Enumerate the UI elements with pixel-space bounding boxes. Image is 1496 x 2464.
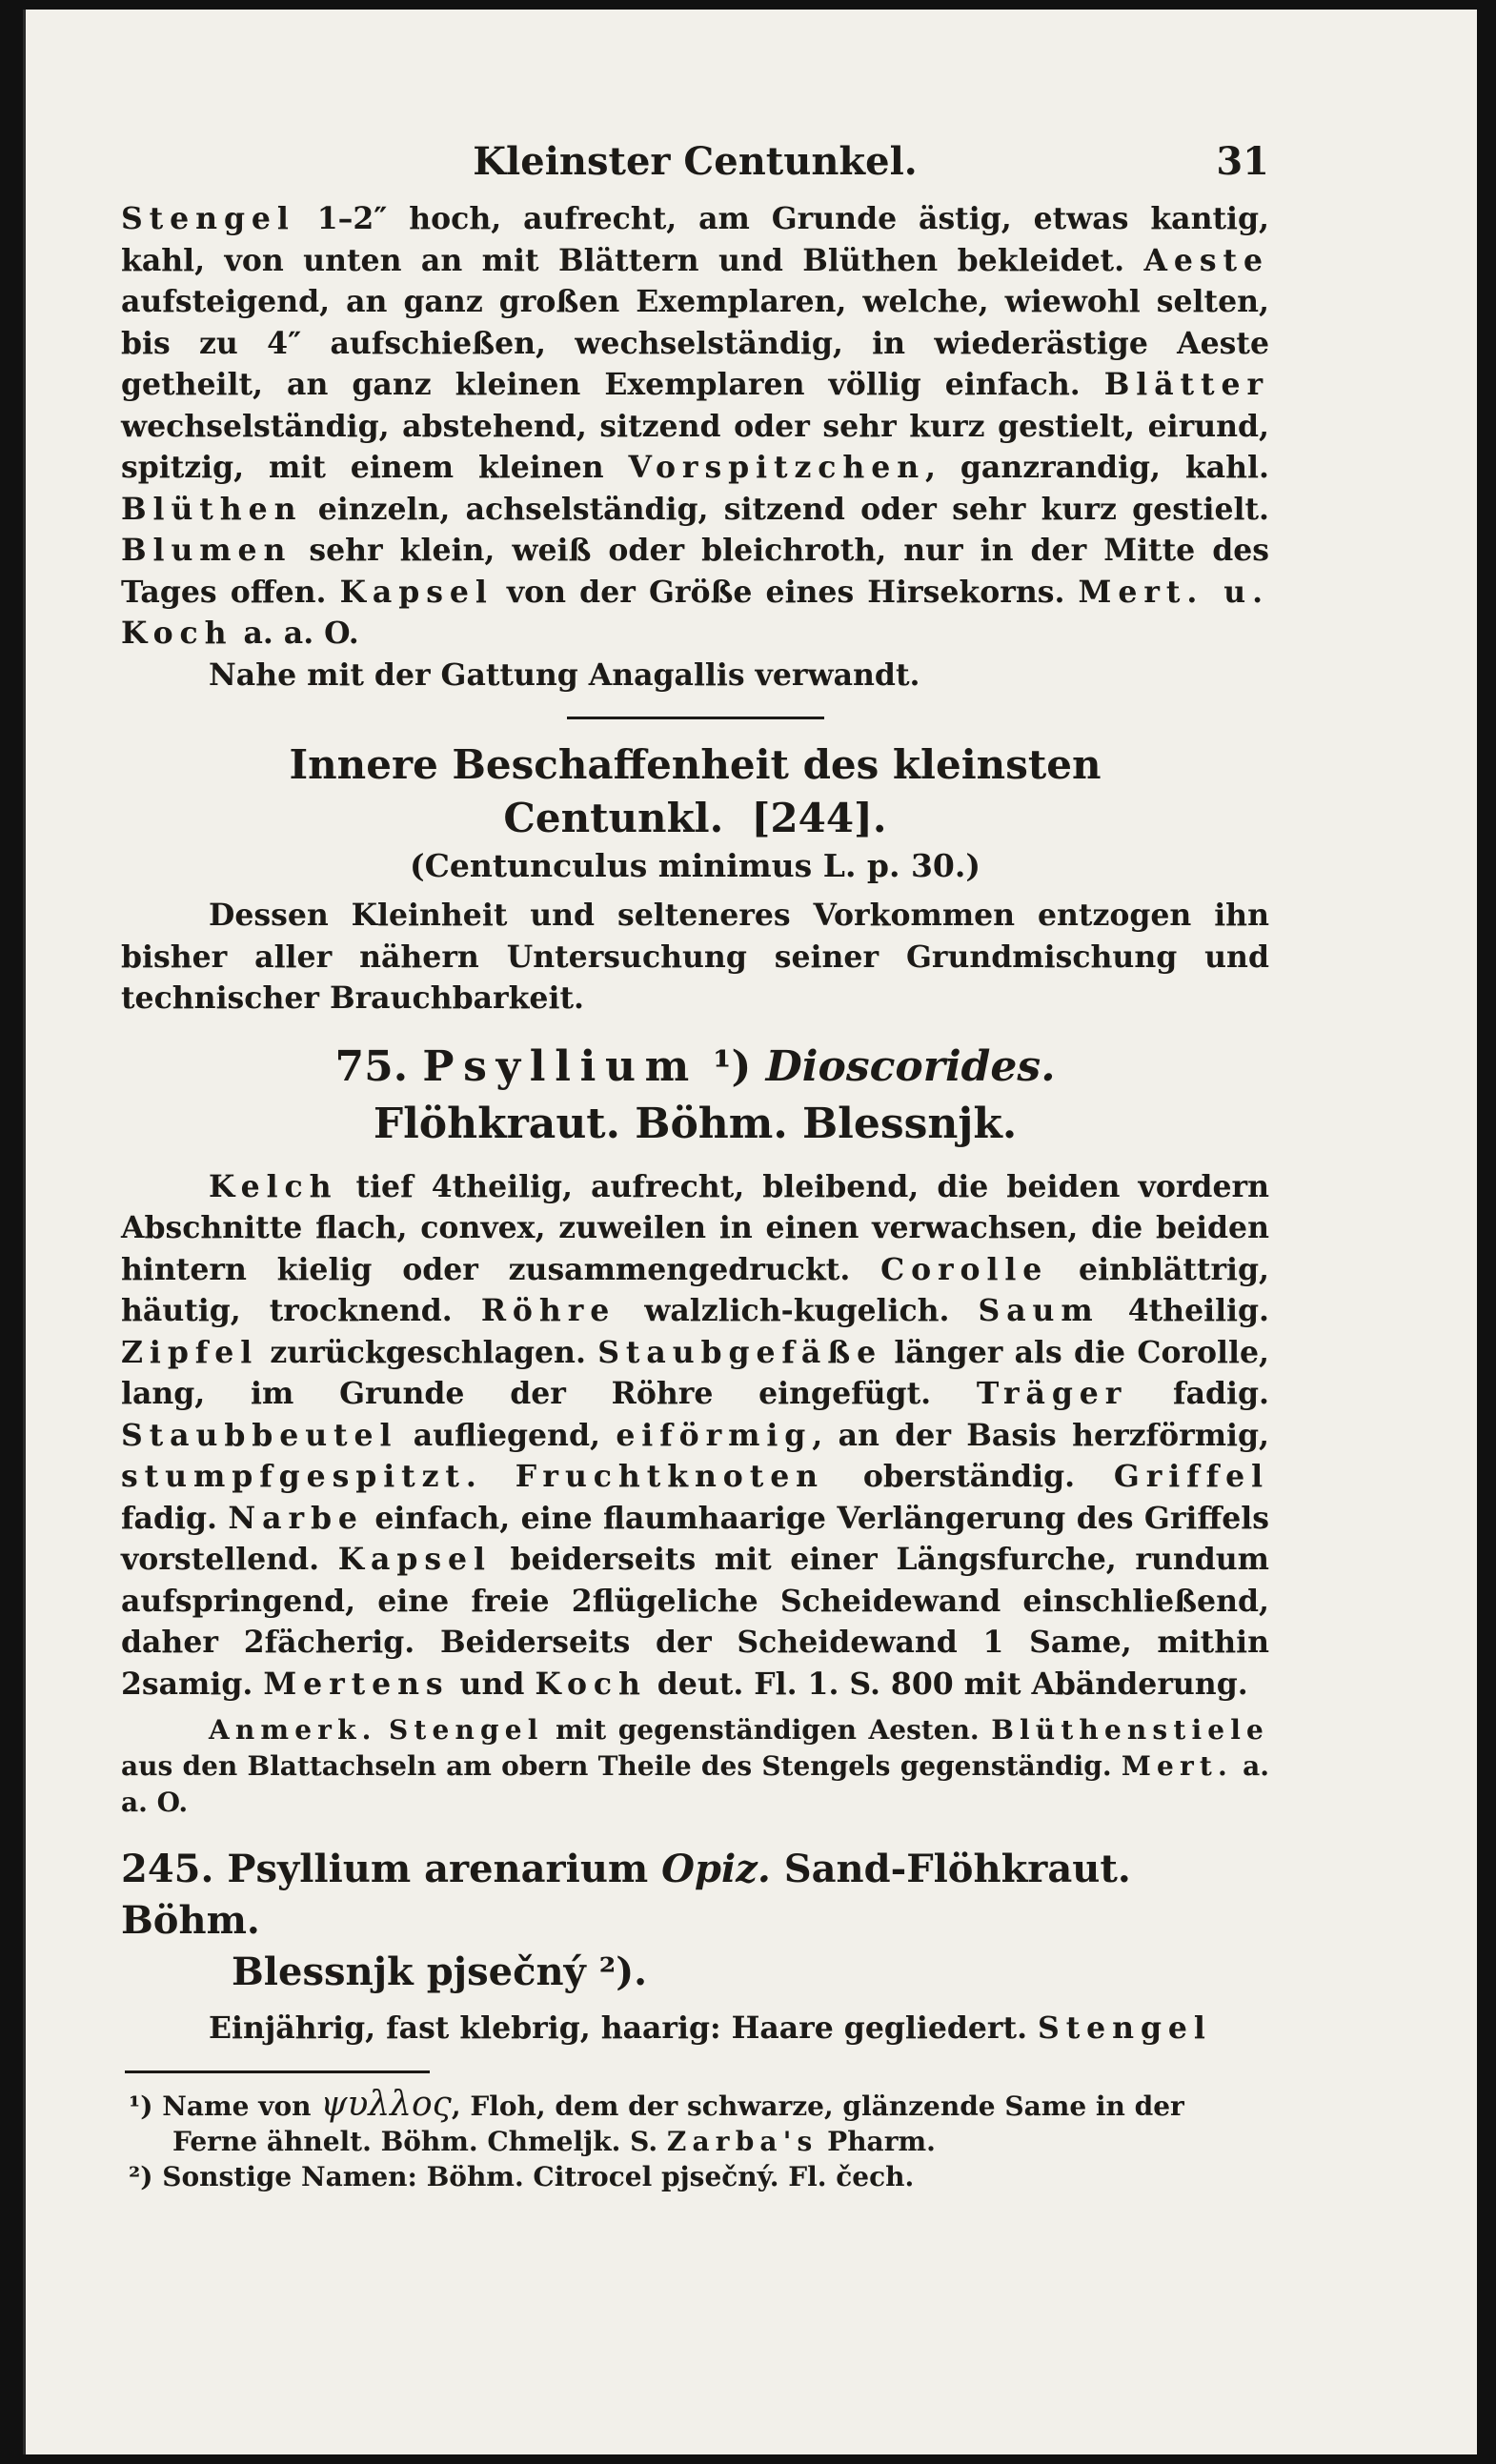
text: sehr klein, weiß oder bleichroth, nur in der Mitte des Tages offen. <box>121 533 1269 610</box>
text: Sonstige Namen: Böhm. Citrocel pjsečný. Fl. čech. <box>152 2160 915 2192</box>
footnote-1 <box>121 2084 1269 2159</box>
text: aufliegend, <box>397 1417 617 1453</box>
running-header <box>121 133 1269 194</box>
genus-author: Dioscorides. <box>765 1041 1056 1091</box>
remark-paragraph <box>121 1712 1269 1821</box>
text: walzlich-kugelich. <box>616 1293 979 1328</box>
genus-common-name: Flöhkraut. Böhm. Blessnjk. <box>373 1099 1018 1148</box>
author-ref: Zarba's <box>666 2125 819 2157</box>
remark-label: Anmerk. <box>209 1714 377 1746</box>
text: , ganzrandig, kahl. <box>925 450 1269 485</box>
term: Stengel <box>121 201 295 236</box>
text: 4theilig. <box>1099 1293 1269 1328</box>
section-number: [244]. <box>751 795 887 841</box>
text: oberständig. <box>824 1459 1114 1494</box>
term: Vorspitzchen <box>628 450 926 485</box>
genus-heading <box>121 1039 1269 1096</box>
section-text: Dessen Kleinheit und selteneres Vorkommen entzogen ihn bisher aller nähern Untersuchung seiner Grundmischung und technischer Brauchbarkeit. <box>121 898 1269 1016</box>
page-number: 31 <box>1216 139 1269 184</box>
text: Name von <box>152 2090 321 2122</box>
greek-word: ψυλλος <box>320 2084 452 2124</box>
text: aufsteigend, an ganz großen Exemplaren, welche, wiewohl selten, bis zu 4″ aufschießen, wechselständig, in wiederästige Aeste getheilt, an ganz kleinen Exemplaren völlig einfach. <box>121 284 1269 402</box>
term: Träger <box>976 1376 1128 1411</box>
species-heading <box>121 1844 1269 1947</box>
text: tief 4theilig, aufrecht, bleibend, die beiden vordern Abschnitte flach, convex, zuweilen in einen verwachsen, die beiden hintern kielig oder zusammengedruckt. <box>121 1168 1269 1287</box>
term: stumpfgespitzt <box>121 1459 466 1494</box>
page-content <box>121 133 1269 2194</box>
species-description <box>121 2008 1269 2050</box>
term: Zipfel <box>121 1334 259 1370</box>
text: deut. Fl. 1. S. 800 mit Abänderung. <box>646 1666 1248 1702</box>
term: Fruchtknoten <box>515 1459 825 1494</box>
spacer <box>121 887 1269 895</box>
text: fadig. <box>121 1500 229 1536</box>
text: fadig. <box>1127 1376 1269 1411</box>
text: aus den Blattachseln am obern Theile des Stengels gegenständig. <box>121 1750 1122 1782</box>
text: , an der Basis herzförmig, <box>812 1417 1269 1453</box>
text: einblättrig, häutig, trocknend. <box>121 1251 1270 1328</box>
term: Narbe <box>228 1500 364 1536</box>
term: Blätter <box>1103 367 1269 402</box>
term: Röhre <box>480 1293 617 1328</box>
term: Aeste <box>1143 242 1269 278</box>
section-heading <box>121 738 1269 845</box>
text: . <box>465 1459 516 1494</box>
relation-note: Nahe mit der Gattung Anagallis verwandt. <box>209 656 920 693</box>
text: einfach, eine flaumhaarige Verlängerung des Griffels vorstellend. <box>121 1500 1269 1577</box>
text <box>377 1714 390 1746</box>
author-ref: Mert. u. Koch <box>121 574 1269 651</box>
text: und <box>449 1666 536 1702</box>
section-divider <box>567 717 824 719</box>
genus-name: Psyllium <box>422 1041 698 1091</box>
text: länger als die Corolle, lang, im Grunde der Röhre eingefügt. <box>121 1334 1269 1411</box>
author-ref: Mert. <box>1121 1750 1233 1782</box>
text: a. a. O. <box>232 616 359 651</box>
text: wechselständig, abstehend, sitzend oder sehr kurz gestielt, eirund, spitzig, mit einem kleinen <box>121 408 1269 485</box>
footnote-ref: ¹) <box>697 1041 766 1091</box>
text: einzeln, achselständig, sitzend oder sehr kurz gestielt. <box>302 491 1269 527</box>
species-number: 245. <box>121 1847 228 1891</box>
text: a. a. O. <box>121 1750 1269 1818</box>
text: Pharm. <box>818 2125 936 2157</box>
footnote-2 <box>121 2159 1269 2194</box>
footnote-mark: ²) <box>129 2160 153 2192</box>
species-author: Opiz. <box>661 1847 771 1891</box>
footnote-divider <box>125 2070 430 2073</box>
term: Stengel <box>1038 2010 1212 2046</box>
text: mit gegenständigen Aesten. <box>543 1714 992 1746</box>
term: Saum <box>978 1293 1100 1328</box>
term: Blüthen <box>121 491 303 527</box>
term: Staubgefäße <box>597 1334 883 1370</box>
genus-number: 75. <box>334 1041 423 1091</box>
species-common-name: Sand-Flöhkraut. Böhm. <box>121 1847 1131 1943</box>
term: eiförmig <box>616 1417 813 1453</box>
term: Kapsel <box>339 574 494 610</box>
term: Stengel <box>389 1714 544 1746</box>
author-ref: Mertens <box>263 1666 450 1702</box>
term: Kapsel <box>337 1542 492 1577</box>
species-name: Psyllium arenarium <box>227 1847 662 1891</box>
genus-description <box>121 1166 1269 1706</box>
running-title: Kleinster Centunkel. <box>473 139 918 184</box>
term: Griffel <box>1113 1459 1269 1494</box>
species-common-name-cont: Blessnjk pjsečný ²). <box>232 1949 648 1994</box>
text: zurückgeschlagen. <box>258 1334 598 1370</box>
author-ref: Koch <box>535 1666 647 1702</box>
text: Einjährig, fast klebrig, haarig: Haare gegliedert. <box>209 2010 1039 2046</box>
text: 1–2″ hoch, aufrecht, am Grunde ästig, etwas kantig, kahl, von unten an mit Blättern und Blüthen bekleidet. <box>121 201 1269 278</box>
text: , Floh, dem der schwarze, glänzende Same in der Ferne ähnelt. Böhm. Chmeljk. S. <box>172 2090 1184 2157</box>
term: Blüthenstiele <box>991 1714 1269 1746</box>
term: Kelch <box>209 1168 338 1204</box>
section-subtitle: (Centunculus minimus L. p. 30.) <box>410 847 980 884</box>
text: von der Größe eines Hirsekorns. <box>493 574 1079 610</box>
book-page <box>23 10 1477 2454</box>
text: beiderseits mit einer Längsfurche, rundum aufspringend, eine freie 2flügeliche Scheidewand einschließend, daher 2fächerig. Beiderseits der Scheidewand 1 Same, mithin 2samig. <box>121 1542 1270 1702</box>
section-title: Innere Beschaffenheit des kleinsten Centunkl. <box>289 741 1102 841</box>
term: Staubbeutel <box>121 1417 398 1453</box>
footnote-mark: ¹) <box>129 2090 153 2122</box>
term: Blumen <box>121 533 293 568</box>
spacer <box>121 1705 1269 1712</box>
term: Corolle <box>880 1251 1049 1287</box>
description-paragraph <box>121 198 1269 655</box>
